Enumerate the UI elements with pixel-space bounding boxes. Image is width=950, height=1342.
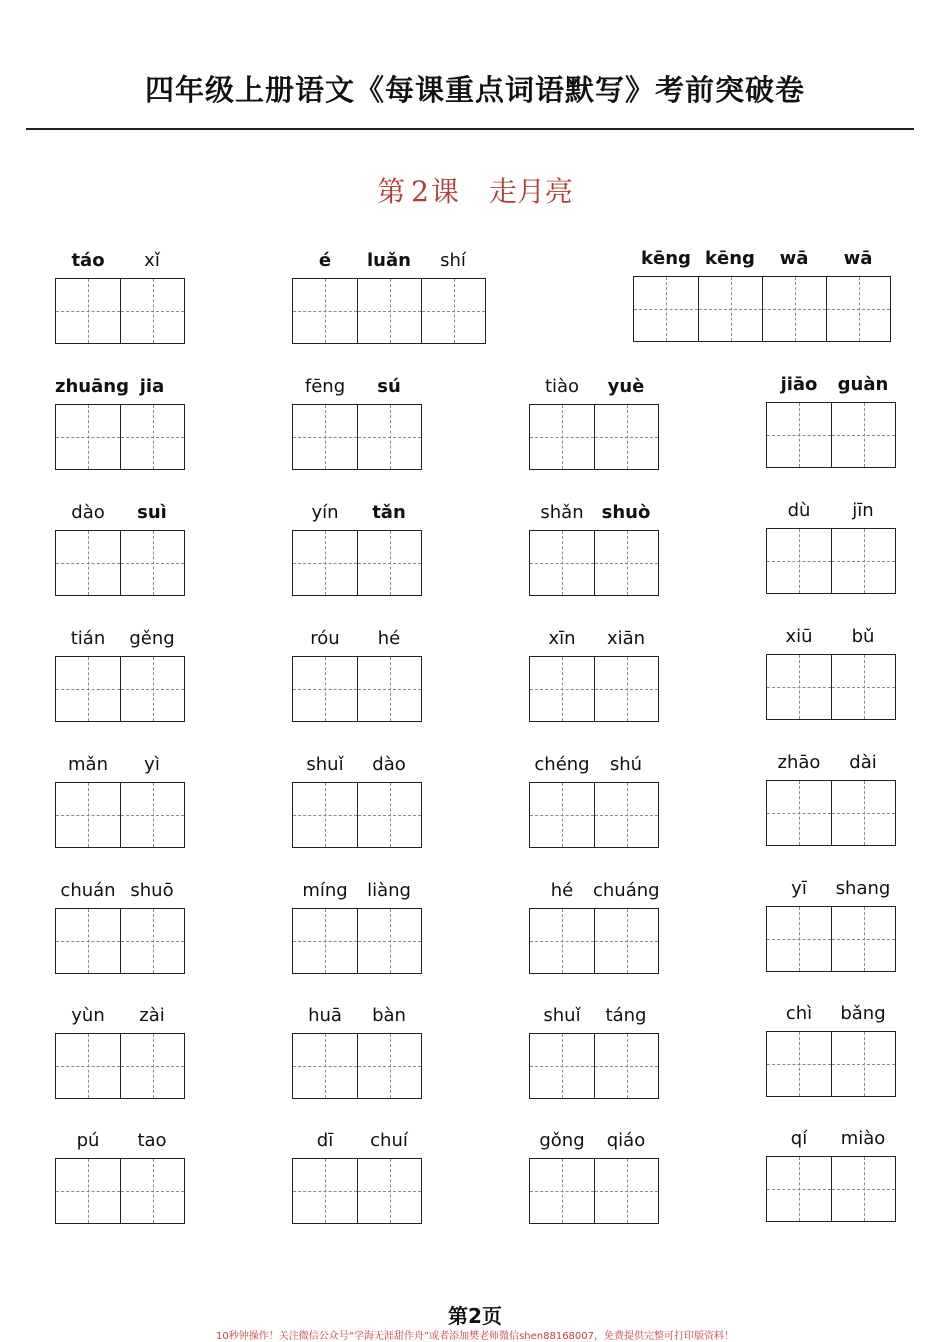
tianzige-cell[interactable] [357, 657, 421, 721]
pinyin-syllable: xiān [606, 628, 646, 649]
pinyin-syllable: shí [440, 250, 466, 271]
tianzige-cell[interactable] [530, 657, 594, 721]
tianzige-cell[interactable] [594, 1034, 658, 1098]
pinyin-syllable: yī [791, 878, 807, 899]
pinyin-row [529, 1003, 661, 1033]
tianzige-cell[interactable] [56, 1034, 120, 1098]
pinyin-row [766, 876, 898, 906]
tianzige-cell[interactable] [530, 531, 594, 595]
pinyin-syllable: hé [377, 628, 401, 649]
pinyin-syllable: chéng [534, 754, 590, 775]
writing-boxes [55, 1033, 185, 1099]
pinyin-syllable: táo [71, 250, 105, 271]
tianzige-cell[interactable] [293, 405, 357, 469]
tianzige-cell[interactable] [120, 783, 184, 847]
pinyin-row [292, 374, 424, 404]
tianzige-cell[interactable] [767, 781, 831, 845]
writing-boxes [766, 528, 896, 594]
page-number: 第2页 [448, 1304, 502, 1328]
writing-boxes [529, 1158, 659, 1224]
word-item [766, 372, 898, 468]
writing-boxes [55, 404, 185, 470]
writing-boxes [529, 782, 659, 848]
writing-boxes [529, 404, 659, 470]
word-item [292, 500, 424, 596]
pinyin-row [292, 1003, 424, 1033]
tianzige-cell[interactable] [357, 405, 421, 469]
pinyin-syllable: hé [550, 880, 574, 901]
pinyin-syllable: tiào [544, 376, 580, 397]
title-divider [26, 128, 914, 130]
tianzige-cell[interactable] [56, 405, 120, 469]
footer-note: 10秒钟操作！关注微信公众号“学海无涯甜作舟”或者添加樊老师微信shen88168007，免费提供完整可打印版资料！ [215, 1331, 735, 1342]
tianzige-cell[interactable] [293, 657, 357, 721]
tianzige-cell[interactable] [120, 1159, 184, 1223]
pinyin-row [529, 500, 661, 530]
pinyin-syllable: liàng [367, 880, 411, 901]
word-item [529, 500, 661, 596]
tianzige-cell[interactable] [56, 657, 120, 721]
word-item [55, 1003, 187, 1099]
pinyin-syllable: bàn [372, 1005, 406, 1026]
pinyin-syllable: dài [849, 752, 877, 773]
pinyin-syllable: wā [779, 248, 809, 269]
writing-boxes [529, 656, 659, 722]
word-item [55, 626, 187, 722]
pinyin-syllable: xǐ [144, 250, 160, 271]
word-item [292, 1003, 424, 1099]
pinyin-syllable: miào [840, 1128, 886, 1149]
pinyin-syllable: shuǐ [543, 1005, 581, 1026]
word-item [766, 498, 898, 594]
tianzige-cell[interactable] [293, 783, 357, 847]
writing-boxes [55, 908, 185, 974]
pinyin-row [292, 500, 424, 530]
tianzige-cell[interactable] [120, 657, 184, 721]
pinyin-row [766, 1126, 898, 1156]
tianzige-cell[interactable] [120, 909, 184, 973]
tianzige-cell[interactable] [357, 531, 421, 595]
tianzige-cell[interactable] [594, 783, 658, 847]
pinyin-syllable: zài [139, 1005, 165, 1026]
pinyin-row [292, 248, 488, 278]
pinyin-syllable: chuán [60, 880, 116, 901]
writing-boxes [55, 656, 185, 722]
tianzige-cell[interactable] [831, 907, 895, 971]
pinyin-syllable: shuō [130, 880, 174, 901]
pinyin-syllable: xiū [785, 626, 813, 647]
pinyin-syllable: tao [137, 1130, 167, 1151]
pinyin-syllable: pú [76, 1130, 100, 1151]
tianzige-cell[interactable] [120, 279, 184, 343]
word-item [292, 752, 424, 848]
pinyin-row [766, 498, 898, 528]
tianzige-cell[interactable] [698, 277, 762, 341]
tianzige-cell[interactable] [530, 909, 594, 973]
tianzige-cell[interactable] [357, 1034, 421, 1098]
word-item [292, 374, 424, 470]
word-item [55, 374, 187, 470]
writing-boxes [292, 1033, 422, 1099]
pinyin-syllable: yín [311, 502, 339, 523]
tianzige-cell[interactable] [831, 781, 895, 845]
word-item [766, 624, 898, 720]
pinyin-syllable: gěng [129, 628, 175, 649]
pinyin-syllable: guàn [837, 374, 889, 395]
tianzige-cell[interactable] [357, 783, 421, 847]
pinyin-row [766, 372, 898, 402]
pinyin-row [529, 1128, 661, 1158]
tianzige-cell[interactable] [56, 783, 120, 847]
tianzige-cell[interactable] [56, 531, 120, 595]
pinyin-row [529, 626, 661, 656]
writing-boxes [529, 908, 659, 974]
page-title: 四年级上册语文《每课重点词语默写》考前突破卷 [144, 73, 805, 107]
word-item [766, 1001, 898, 1097]
pinyin-syllable: shang [835, 878, 891, 899]
writing-boxes [766, 1031, 896, 1097]
tianzige-cell[interactable] [530, 1034, 594, 1098]
tianzige-cell[interactable] [767, 529, 831, 593]
word-item [529, 626, 661, 722]
writing-boxes [55, 1158, 185, 1224]
tianzige-cell[interactable] [530, 1159, 594, 1223]
pinyin-syllable: míng [302, 880, 348, 901]
pinyin-syllable: jia [139, 376, 165, 397]
word-item [529, 374, 661, 470]
pinyin-syllable: dù [787, 500, 811, 521]
tianzige-cell[interactable] [357, 909, 421, 973]
writing-boxes [766, 1156, 896, 1222]
writing-boxes [292, 1158, 422, 1224]
pinyin-syllable: dào [372, 754, 406, 775]
pinyin-row [55, 1003, 187, 1033]
pinyin-syllable: chuáng [593, 880, 660, 901]
pinyin-syllable: é [318, 250, 332, 271]
tianzige-cell[interactable] [826, 277, 890, 341]
tianzige-cell[interactable] [530, 783, 594, 847]
pinyin-syllable: táng [605, 1005, 647, 1026]
pinyin-syllable: chuí [370, 1130, 408, 1151]
pinyin-row [292, 752, 424, 782]
word-item [55, 878, 187, 974]
writing-boxes [292, 404, 422, 470]
tianzige-cell[interactable] [56, 909, 120, 973]
pinyin-syllable: xīn [548, 628, 576, 649]
pinyin-syllable: bǔ [851, 626, 875, 647]
writing-boxes [292, 908, 422, 974]
tianzige-cell[interactable] [56, 279, 120, 343]
pinyin-row [529, 374, 661, 404]
writing-boxes [766, 654, 896, 720]
pinyin-row [633, 246, 893, 276]
tianzige-cell[interactable] [120, 1034, 184, 1098]
writing-boxes [633, 276, 891, 342]
pinyin-syllable: suì [137, 502, 167, 523]
tianzige-cell[interactable] [767, 907, 831, 971]
pinyin-row [292, 878, 424, 908]
lesson-heading [0, 170, 950, 210]
pinyin-row [55, 878, 187, 908]
pinyin-row [55, 1128, 187, 1158]
writing-boxes [55, 782, 185, 848]
pinyin-syllable: kēng [641, 248, 691, 269]
lesson-name: 走月亮 [488, 175, 573, 208]
pinyin-syllable: luǎn [367, 250, 411, 271]
writing-boxes [292, 530, 422, 596]
tianzige-cell[interactable] [120, 405, 184, 469]
pinyin-row [55, 248, 187, 278]
tianzige-cell[interactable] [357, 279, 421, 343]
pinyin-syllable: kēng [705, 248, 755, 269]
tianzige-cell[interactable] [293, 279, 357, 343]
tianzige-cell[interactable] [767, 403, 831, 467]
pinyin-syllable: huā [308, 1005, 342, 1026]
tianzige-cell[interactable] [634, 277, 698, 341]
tianzige-cell[interactable] [767, 1157, 831, 1221]
pinyin-syllable: mǎn [68, 754, 108, 775]
writing-boxes [292, 782, 422, 848]
tianzige-cell[interactable] [831, 403, 895, 467]
pinyin-syllable: shǎn [540, 502, 584, 523]
tianzige-cell[interactable] [831, 655, 895, 719]
pinyin-row [292, 1128, 424, 1158]
pinyin-syllable: shuò [601, 502, 651, 523]
pinyin-syllable: sú [377, 376, 401, 397]
tianzige-cell[interactable] [831, 529, 895, 593]
writing-boxes [292, 656, 422, 722]
tianzige-cell[interactable] [421, 279, 485, 343]
tianzige-cell[interactable] [357, 1159, 421, 1223]
pinyin-syllable: bǎng [840, 1003, 886, 1024]
word-item [292, 878, 424, 974]
pinyin-row [529, 752, 661, 782]
writing-boxes [55, 278, 185, 344]
tianzige-cell[interactable] [293, 909, 357, 973]
word-item [292, 626, 424, 722]
tianzige-cell[interactable] [293, 531, 357, 595]
pinyin-syllable: tián [70, 628, 106, 649]
pinyin-row [292, 626, 424, 656]
tianzige-cell[interactable] [594, 531, 658, 595]
tianzige-cell[interactable] [762, 277, 826, 341]
pinyin-syllable: chì [785, 1003, 813, 1024]
pinyin-syllable: shuǐ [306, 754, 344, 775]
word-item [766, 750, 898, 846]
tianzige-cell[interactable] [767, 1032, 831, 1096]
tianzige-cell[interactable] [530, 405, 594, 469]
word-item [766, 876, 898, 972]
word-item [55, 752, 187, 848]
pinyin-syllable: róu [310, 628, 340, 649]
tianzige-cell[interactable] [594, 657, 658, 721]
word-item [529, 1003, 661, 1099]
word-item [529, 878, 661, 974]
pinyin-row [55, 374, 187, 404]
lesson-suffix: 课 [430, 175, 459, 208]
pinyin-syllable: yì [144, 754, 160, 775]
word-item [55, 248, 187, 344]
pinyin-syllable: jīn [852, 500, 874, 521]
writing-boxes [766, 906, 896, 972]
writing-boxes [55, 530, 185, 596]
pinyin-syllable: tǎn [372, 502, 406, 523]
pinyin-row [55, 626, 187, 656]
tianzige-cell[interactable] [831, 1032, 895, 1096]
writing-boxes [766, 780, 896, 846]
pinyin-row [55, 752, 187, 782]
word-item [292, 248, 488, 344]
word-item [529, 1128, 661, 1224]
pinyin-row [766, 750, 898, 780]
pinyin-row [766, 624, 898, 654]
word-item [529, 752, 661, 848]
tianzige-cell[interactable] [293, 1159, 357, 1223]
tianzige-cell[interactable] [56, 1159, 120, 1223]
pinyin-syllable: shú [609, 754, 643, 775]
writing-boxes [766, 402, 896, 468]
tianzige-cell[interactable] [120, 531, 184, 595]
word-item [55, 1128, 187, 1224]
pinyin-syllable: fēng [304, 376, 346, 397]
pinyin-syllable: zhuāng [55, 376, 129, 397]
pinyin-syllable: qí [790, 1128, 808, 1149]
tianzige-cell[interactable] [767, 655, 831, 719]
pinyin-syllable: dào [71, 502, 105, 523]
tianzige-cell[interactable] [594, 1159, 658, 1223]
pinyin-syllable: wā [843, 248, 873, 269]
tianzige-cell[interactable] [594, 909, 658, 973]
tianzige-cell[interactable] [293, 1034, 357, 1098]
word-item [766, 1126, 898, 1222]
writing-boxes [292, 278, 486, 344]
word-item [292, 1128, 424, 1224]
lesson-prefix: 第 [377, 175, 406, 208]
pinyin-row [766, 1001, 898, 1031]
writing-boxes [529, 530, 659, 596]
pinyin-syllable: jiāo [780, 374, 818, 395]
pinyin-syllable: gǒng [539, 1130, 585, 1151]
word-item [633, 246, 893, 342]
pinyin-syllable: yùn [71, 1005, 105, 1026]
pinyin-row [55, 500, 187, 530]
lesson-number: 2 [411, 175, 429, 208]
pinyin-row [529, 878, 661, 908]
word-item [55, 500, 187, 596]
pinyin-syllable: yuè [607, 376, 645, 397]
tianzige-cell[interactable] [594, 405, 658, 469]
tianzige-cell[interactable] [831, 1157, 895, 1221]
pinyin-syllable: zhāo [777, 752, 821, 773]
pinyin-syllable: dī [316, 1130, 334, 1151]
writing-boxes [529, 1033, 659, 1099]
pinyin-syllable: qiáo [606, 1130, 646, 1151]
